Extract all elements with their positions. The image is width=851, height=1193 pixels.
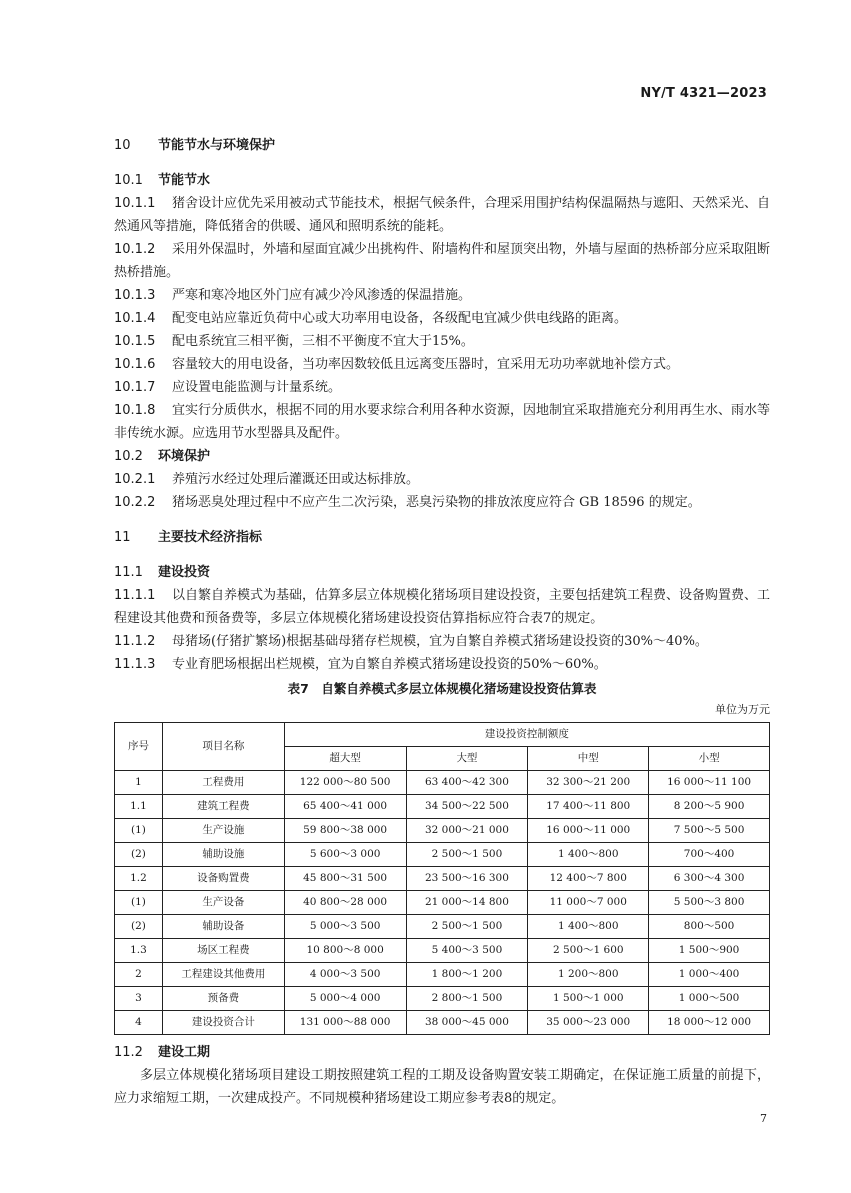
table-cell: 122 000～80 500 — [284, 771, 406, 795]
table-cell: 32 300～21 200 — [528, 771, 649, 795]
table-cell: 4 000～3 500 — [284, 963, 406, 987]
table-row — [115, 939, 770, 963]
clause-number: 11.1.3 — [114, 657, 156, 672]
clause-text: 猪场恶臭处理过程中不应产生二次污染，恶臭污染物的排放浓度应符合 GB 18596 的规定。 — [172, 495, 701, 510]
clause-text: 猪舍设计应优先采用被动式节能技术，根据气候条件，合理采用围护结构保温隔热与遮阳、天然采光、自然通风等措施，降低猪舍的供暖、通风和照明系统的能耗。 — [114, 196, 771, 234]
clause-10-2-1 — [114, 468, 770, 491]
clause-10-2-2 — [114, 491, 770, 514]
section-10-1-heading — [114, 169, 770, 192]
standard-code: NY/T 4321—2023 — [640, 86, 767, 101]
table-cell: 1.1 — [115, 795, 163, 819]
section-11-heading — [114, 526, 770, 549]
table-cell: 10 800～8 000 — [284, 939, 406, 963]
investment-table — [114, 722, 770, 1035]
table-cell: 1 800～1 200 — [406, 963, 528, 987]
table-cell: 建设投资合计 — [162, 1011, 284, 1035]
table-cell: 40 800～28 000 — [284, 891, 406, 915]
table-cell: 63 400～42 300 — [406, 771, 528, 795]
table-cell: 1 500～1 000 — [528, 987, 649, 1011]
table-cell: 2 800～1 500 — [406, 987, 528, 1011]
table-cell: 131 000～88 000 — [284, 1011, 406, 1035]
table-cell: 6 300～4 300 — [649, 867, 770, 891]
table-cell: 12 400～7 800 — [528, 867, 649, 891]
clause-number: 10.1.3 — [114, 288, 156, 303]
clause-number: 10.1.2 — [114, 242, 156, 257]
section-11-1-heading — [114, 561, 770, 584]
table-cell: 59 800～38 000 — [284, 819, 406, 843]
clause-number: 10.1.4 — [114, 311, 156, 326]
section-title: 节能节水 — [158, 173, 211, 188]
table-cell: 1 400～800 — [528, 915, 649, 939]
table-cell: 1.3 — [115, 939, 163, 963]
table-cell: 18 000～12 000 — [649, 1011, 770, 1035]
section-10-2-heading — [114, 445, 770, 468]
table-cell: 5 600～3 000 — [284, 843, 406, 867]
table-cell: 2 500～1 500 — [406, 843, 528, 867]
clause-text: 以自繁自养模式为基础，估算多层立体规模化猪场项目建设投资，主要包括建筑工程费、设备购置费、工程建设其他费和预备费等，多层立体规模化猪场建设投资估算指标应符合表7的规定。 — [114, 588, 771, 626]
table-cell: 1 400～800 — [528, 843, 649, 867]
table-row — [115, 963, 770, 987]
clause-10-1-4 — [114, 307, 770, 330]
table-cell: 生产设施 — [162, 819, 284, 843]
clause-11-1-3 — [114, 653, 770, 676]
table-cell: 32 000～21 000 — [406, 819, 528, 843]
table-cell: 4 — [115, 1011, 163, 1035]
table-cell: 21 000～14 800 — [406, 891, 528, 915]
table-cell: 1 500～900 — [649, 939, 770, 963]
clause-number: 10.1.1 — [114, 196, 156, 211]
clause-text: 容量较大的用电设备，当功率因数较低且远离变压器时，宜采用无功功率就地补偿方式。 — [172, 357, 680, 372]
table-header-row — [115, 723, 770, 747]
table-cell: 1 200～800 — [528, 963, 649, 987]
clause-11-1-1 — [114, 584, 770, 630]
header-medium: 中型 — [528, 747, 649, 771]
table-cell: 辅助设备 — [162, 915, 284, 939]
clause-11-2-text: 多层立体规模化猪场项目建设工期按照建筑工程的工期及设备购置安装工期确定，在保证施工质量的前提下，应力求缩短工期，一次建成投产。不同规模种猪场建设工期应参考表8的规定。 — [114, 1068, 770, 1106]
table-cell: 2 — [115, 963, 163, 987]
section-title: 建设工期 — [158, 1045, 211, 1060]
table-cell: 1 000～500 — [649, 987, 770, 1011]
table-cell: 1 000～400 — [649, 963, 770, 987]
table-cell: 工程费用 — [162, 771, 284, 795]
clause-number: 10.2.2 — [114, 495, 156, 510]
section-number: 11.1 — [114, 565, 143, 580]
table-cell: 5 000～4 000 — [284, 987, 406, 1011]
table-cell: 700～400 — [649, 843, 770, 867]
table-caption: 表7 自繁自养模式多层立体规模化猪场建设投资估算表 — [287, 681, 597, 696]
table-cell: 16 000～11 000 — [528, 819, 649, 843]
section-title: 主要技术经济指标 — [158, 530, 263, 545]
clause-text: 应设置电能监测与计量系统。 — [172, 380, 342, 395]
section-number: 10.1 — [114, 173, 143, 188]
table-row — [115, 1011, 770, 1035]
header-seq: 序号 — [115, 723, 163, 771]
table-cell: 23 500～16 300 — [406, 867, 528, 891]
table-cell: (1) — [115, 819, 163, 843]
clause-10-1-6 — [114, 353, 770, 376]
section-11-2-heading — [114, 1041, 770, 1064]
clause-10-1-1 — [114, 192, 770, 238]
clause-number: 10.1.7 — [114, 380, 156, 395]
clause-text: 采用外保温时，外墙和屋面宜减少出挑构件、附墙构件和屋顶突出物，外墙与屋面的热桥部分应采取阻断热桥措施。 — [114, 242, 771, 280]
clause-number: 11.1.2 — [114, 634, 156, 649]
clause-text: 配电系统宜三相平衡，三相不平衡度不宜大于15%。 — [172, 334, 474, 349]
table-cell: 2 500～1 500 — [406, 915, 528, 939]
table-cell: (1) — [115, 891, 163, 915]
table-cell: 7 500～5 500 — [649, 819, 770, 843]
table-cell: 35 000～23 000 — [528, 1011, 649, 1035]
header-small: 小型 — [649, 747, 770, 771]
clause-10-1-7 — [114, 376, 770, 399]
table-cell: (2) — [115, 915, 163, 939]
table-cell: (2) — [115, 843, 163, 867]
section-10-heading — [114, 134, 770, 157]
clause-number: 10.2.1 — [114, 472, 156, 487]
section-number: 10.2 — [114, 449, 143, 464]
table-cell: 34 500～22 500 — [406, 795, 528, 819]
header-large: 大型 — [406, 747, 528, 771]
header-extra-large: 超大型 — [284, 747, 406, 771]
clause-10-1-8 — [114, 399, 770, 445]
table-row — [115, 771, 770, 795]
table-cell: 5 000～3 500 — [284, 915, 406, 939]
table-cell: 38 000～45 000 — [406, 1011, 528, 1035]
section-number: 11.2 — [114, 1045, 143, 1060]
table-cell: 2 500～1 600 — [528, 939, 649, 963]
table-cell: 建筑工程费 — [162, 795, 284, 819]
table-cell: 45 800～31 500 — [284, 867, 406, 891]
table-cell: 预备费 — [162, 987, 284, 1011]
clause-10-1-3 — [114, 284, 770, 307]
clause-number: 10.1.6 — [114, 357, 156, 372]
table-cell: 5 400～3 500 — [406, 939, 528, 963]
table-row — [115, 915, 770, 939]
section-title: 节能节水与环境保护 — [158, 138, 276, 153]
table-cell: 11 000～7 000 — [528, 891, 649, 915]
clause-text: 母猪场(仔猪扩繁场)根据基础母猪存栏规模，宜为自繁自养模式猪场建设投资的30%～40%。 — [172, 634, 708, 649]
clause-number: 10.1.8 — [114, 403, 156, 418]
clause-11-1-2 — [114, 630, 770, 653]
section-number: 11 — [114, 530, 131, 545]
table-row — [115, 819, 770, 843]
section-number: 10 — [114, 138, 131, 153]
clause-number: 10.1.5 — [114, 334, 156, 349]
page-number: 7 — [760, 1112, 767, 1125]
table-cell: 场区工程费 — [162, 939, 284, 963]
table-cell: 65 400～41 000 — [284, 795, 406, 819]
header-item-name: 项目名称 — [162, 723, 284, 771]
section-title: 环境保护 — [158, 449, 211, 464]
table-row — [115, 795, 770, 819]
clause-text: 配变电站应靠近负荷中心或大功率用电设备，各级配电宜减少供电线路的距离。 — [172, 311, 628, 326]
table-cell: 1.2 — [115, 867, 163, 891]
table-row — [115, 987, 770, 1011]
table-cell: 辅助设施 — [162, 843, 284, 867]
table-row — [115, 843, 770, 867]
document-body — [114, 134, 770, 1110]
clause-number: 11.1.1 — [114, 588, 156, 603]
table-cell: 5 500～3 800 — [649, 891, 770, 915]
table-cell: 17 400～11 800 — [528, 795, 649, 819]
clause-text: 宜实行分质供水，根据不同的用水要求综合利用各种水资源，因地制宜采取措施充分利用再生水、雨水等非传统水源。应选用节水型器具及配件。 — [114, 403, 771, 441]
clause-text: 专业育肥场根据出栏规模，宜为自繁自养模式猪场建设投资的50%～60%。 — [172, 657, 607, 672]
table-unit: 单位为万元 — [715, 703, 770, 716]
table-cell: 8 200～5 900 — [649, 795, 770, 819]
table-cell: 3 — [115, 987, 163, 1011]
clause-10-1-2 — [114, 238, 770, 284]
table-row — [115, 867, 770, 891]
table-cell: 800～500 — [649, 915, 770, 939]
table-cell: 1 — [115, 771, 163, 795]
table-row — [115, 891, 770, 915]
table-cell: 设备购置费 — [162, 867, 284, 891]
clause-10-1-5 — [114, 330, 770, 353]
table-cell: 16 000～11 100 — [649, 771, 770, 795]
clause-text: 养殖污水经过处理后灌溉还田或达标排放。 — [172, 472, 420, 487]
table-cell: 生产设备 — [162, 891, 284, 915]
table-cell: 工程建设其他费用 — [162, 963, 284, 987]
header-group: 建设投资控制额度 — [284, 723, 769, 747]
clause-text: 严寒和寒冷地区外门应有减少冷风渗透的保温措施。 — [172, 288, 472, 303]
section-title: 建设投资 — [158, 565, 211, 580]
